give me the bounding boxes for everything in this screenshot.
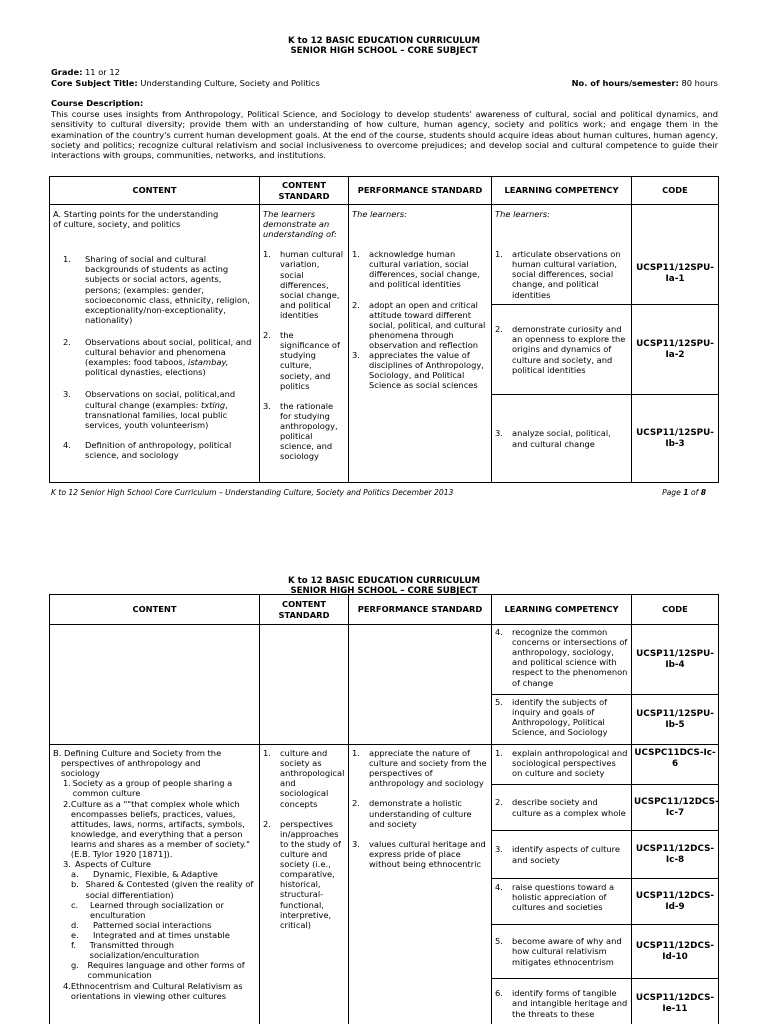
list-item: 5. become aware of why and how cultural relativism mitigates ethnocentrism (495, 936, 622, 967)
code-cell: UCSPC11/12DCS-Ic-7 (632, 785, 719, 831)
list-item: 2. Culture as a ""that complex whole which encompasses beliefs, practices, values, attitudes, laws, norms, artifacts, symbols, knowledge, and everything that a person learns and shares as a member of society." (E.B. Tylor 1920 [1871]). (63, 798, 250, 860)
subject-row (51, 78, 718, 88)
list-item: 3. Aspects of Culture (63, 859, 151, 870)
table-row (50, 205, 719, 305)
list-item: 1. appreciate the nature of culture and society from the perspectives of anthropology and sociology (352, 748, 487, 789)
aspect-item: d. Patterned social interactions (71, 919, 212, 930)
ps-intro: The learners: (352, 209, 407, 219)
cs-intro: The learners demonstrate an understanding of: (263, 209, 337, 240)
footer-text: K to 12 Senior High School Core Curriculum – Understanding Culture, Society and Politics December 2013 (51, 488, 454, 497)
content-standard-cell (260, 745, 349, 1024)
page-footer (51, 488, 706, 497)
aspect-item: a. Dynamic, Flexible, & Adaptive (71, 869, 218, 880)
list-item: 2. demonstrate a holistic understanding of culture and society (352, 798, 472, 829)
list-item: 6. identify forms of tangible and intangible heritage and the threats to these (495, 988, 628, 1019)
aspect-item: f. Transmitted through socialization/enculturation (71, 940, 200, 961)
hours-value: 80 hours (681, 78, 718, 88)
list-item: 1. Society as a group of people sharing a common culture (63, 778, 233, 799)
code-cell: UCSP11/12DCS-Id-10 (632, 925, 719, 979)
section-b-title: B. Defining Culture and Society from the perspectives of anthropology and sociology (53, 748, 222, 779)
performance-standard-cell (349, 745, 492, 1024)
list-item: 2. describe society and culture as a complex whole (495, 797, 626, 818)
grade-row (51, 67, 718, 77)
page-header (0, 36, 768, 57)
aspect-item: c. Learned through socialization or enculturation (71, 899, 224, 920)
list-item: 1. articulate observations on human cultural variation, social differences, social change, and political identities (495, 249, 621, 300)
grade-value: 11 or 12 (85, 67, 120, 77)
list-item: 3. identify aspects of culture and society (495, 844, 620, 865)
col-code: CODE (632, 177, 719, 205)
col-performance-standard: PERFORMANCE STANDARD (349, 177, 492, 205)
content-standard-cell (260, 625, 349, 745)
col-content: CONTENT (50, 595, 260, 625)
list-item: 4. recognize the common concerns or intersections of anthropology, sociology, and political science with respect to the phenomenon of change (495, 627, 628, 688)
code-cell: UCSP11/12SPU-Ib-4 (632, 625, 719, 695)
learning-competency-cell (492, 785, 632, 831)
code-cell: UCSP11/12DCS-Ie-11 (632, 979, 719, 1024)
list-item: 1. explain anthropological and sociological perspectives on culture and society (495, 748, 628, 779)
learning-competency-cell (492, 831, 632, 879)
lc-intro: The learners: (495, 209, 550, 219)
performance-standard-cell (349, 625, 492, 745)
table-row (50, 745, 719, 785)
list-item: 2. perspectives in/approaches to the study of culture and society (i.e., comparative, historical, structural-functional, interpretive, critical) (263, 818, 341, 930)
header-line-2: SENIOR HIGH SCHOOL – CORE SUBJECT (290, 46, 478, 57)
subject-label: Core Subject Title: (51, 78, 138, 88)
hours-label: No. of hours/semester: (571, 78, 679, 88)
aspect-item: e. Integrated and at times unstable (71, 929, 230, 940)
list-item: 2. the significance of studying culture, society, and politics (263, 330, 340, 391)
page-2 (0, 572, 768, 1024)
table-row (50, 625, 719, 695)
learning-competency-cell (492, 625, 632, 695)
content-cell (50, 205, 260, 483)
page-gap (0, 520, 768, 572)
list-item: 2. Observations about social, political, and cultural behavior and phenomena (examples: food taboos, istambay, political dynasties, elections) (63, 336, 252, 378)
col-performance-standard: PERFORMANCE STANDARD (349, 595, 492, 625)
subject-value: Understanding Culture, Society and Politics (140, 78, 320, 88)
col-learning-competency: LEARNING COMPETENCY (492, 595, 632, 625)
learning-competency-cell (492, 305, 632, 395)
col-code: CODE (632, 595, 719, 625)
code-cell: UCSP11/12DCS-Ic-8 (632, 831, 719, 879)
learning-competency-cell (492, 205, 632, 305)
learning-competency-cell (492, 395, 632, 483)
list-item: 4. Ethnocentrism and Cultural Relativism as orientations in viewing other cultures (63, 980, 243, 1001)
content-standard-cell (260, 205, 349, 483)
code-cell: UCSP11/12SPU-Ib-3 (632, 395, 719, 483)
list-item: 3. values cultural heritage and express pride of place without being ethnocentric (352, 838, 486, 869)
grade-label: Grade: (51, 67, 83, 77)
learning-competency-cell (492, 879, 632, 925)
learning-competency-cell (492, 979, 632, 1024)
list-item: 3. the rationale for studying anthropology, political science, and sociology (263, 400, 338, 462)
performance-standard-cell (349, 205, 492, 483)
code-cell: UCSP11/12SPU-Ia-2 (632, 305, 719, 395)
col-content-standard: CONTENT STANDARD (260, 595, 349, 625)
code-cell: UCSP11/12DCS-Id-9 (632, 879, 719, 925)
list-item: 1. Sharing of social and cultural backgrounds of students as acting subjects or social actors, agents, persons; (examples: gender, socioeconomic class, ethnicity, religion, exceptionality/non-exceptionality, nationality) (63, 254, 250, 325)
content-cell (50, 745, 260, 1024)
table-header-row (50, 177, 719, 205)
col-content: CONTENT (50, 177, 260, 205)
learning-competency-cell (492, 925, 632, 979)
course-description-text: This course uses insights from Anthropology, Political Science, and Sociology to develop students' awareness of cultural, social and political dynamics, and sensitivity to cultural diversity; provide them with an understanding of how culture, human agency, society and politics work; and engage them in the examination of the country's current human development goals. At the end of the course, students should acquire ideas about human cultures, human agency, society and politics; recognize cultural relativism and social inclusiveness to overcome prejudices; and develop social and cultural competence to guide their interactions with groups, communities, networks, and institutions. (51, 109, 718, 161)
list-item: 5. identify the subjects of inquiry and goals of Anthropology, Political Science, and Sociology (495, 697, 608, 738)
content-cell (50, 625, 260, 745)
list-item: 4. Definition of anthropology, political science, and sociology (63, 439, 232, 460)
aspect-item: g. Requires language and other forms of communication (71, 960, 245, 981)
list-item: 4. raise questions toward a holistic appreciation of cultures and societies (495, 882, 615, 913)
section-a-title: A. Starting points for the understanding of culture, society, and politics (53, 209, 219, 230)
list-item: 3. appreciates the value of disciplines of Anthropology, Sociology, and Political Science as social sciences (352, 350, 484, 391)
list-item: 3. Observations on social, political,and cultural change (examples: txting, transnational families, local public services, youth volunteerism) (63, 389, 236, 430)
list-item: 1. acknowledge human cultural variation, social differences, social change, and political identities (352, 249, 480, 290)
code-cell: UCSP11/12SPU-Ib-5 (632, 695, 719, 745)
aspect-item: b. Shared & Contested (given the reality of social differentiation) (71, 879, 254, 900)
curriculum-table-page-1 (49, 176, 719, 483)
header-line-1: K to 12 BASIC EDUCATION CURRICULUM (287, 576, 481, 586)
list-item: 1. culture and society as anthropological and sociological concepts (263, 748, 345, 809)
learning-competency-cell (492, 745, 632, 785)
list-item: 3. analyze social, political, and cultural change (495, 428, 611, 449)
code-cell: UCSP11/12SPU-Ia-1 (632, 205, 719, 305)
list-item: 2. demonstrate curiosity and an openness to explore the origins and dynamics of culture and society, and political identities (495, 324, 626, 375)
list-item: 2. adopt an open and critical attitude toward different social, political, and cultural phenomena through observation and reflection (352, 299, 486, 350)
table-header-row (50, 595, 719, 625)
col-content-standard: CONTENT STANDARD (260, 177, 349, 205)
header-line-2: SENIOR HIGH SCHOOL – CORE SUBJECT (290, 586, 478, 597)
hours-info (572, 78, 718, 88)
course-description-title: Course Description: (51, 98, 144, 108)
header-line-1: K to 12 BASIC EDUCATION CURRICULUM (287, 36, 481, 46)
learning-competency-cell (492, 695, 632, 745)
list-item: 1. human cultural variation, social differences, social change, and political identities (263, 249, 344, 320)
code-cell: UCSPC11DCS-Ic-6 (632, 745, 719, 785)
col-learning-competency: LEARNING COMPETENCY (492, 177, 632, 205)
curriculum-table-page-2 (49, 594, 719, 1024)
page-number: Page 1 of 8 (662, 488, 706, 497)
